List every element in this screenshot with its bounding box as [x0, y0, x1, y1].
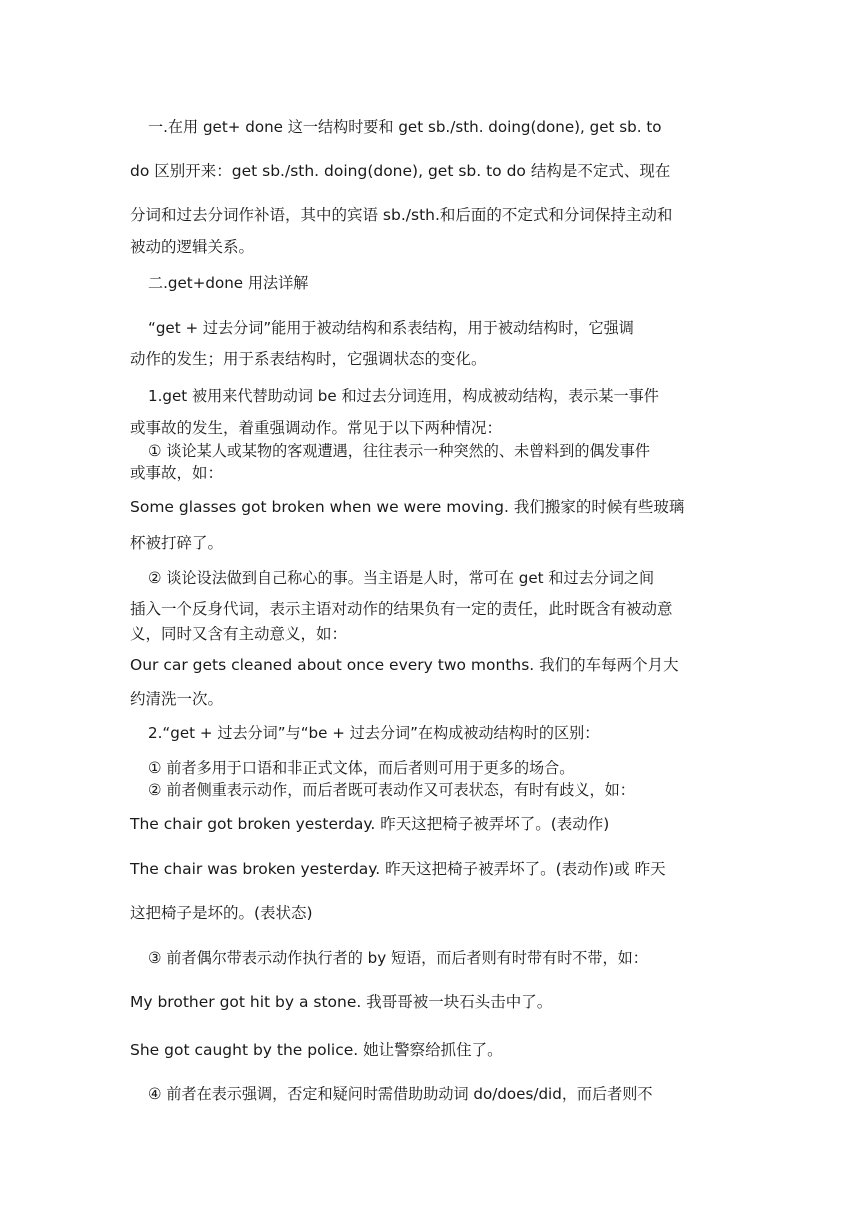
- example-sentence: Some glasses got broken when we were moving. 我们搬家的时候有些玻璃: [130, 498, 685, 516]
- example-sentence: The chair got broken yesterday. 昨天这把椅子被弄坏了。(表动作): [130, 815, 610, 833]
- section-heading: 二.get+done 用法详解: [148, 274, 309, 292]
- text-line: 一.在用 get+ done 这一结构时要和 get sb./sth. doing(done), get sb. to: [148, 118, 662, 136]
- text-line: 1.get 被用来代替助动词 be 和过去分词连用，构成被动结构，表示某一事件: [148, 387, 659, 405]
- section-heading: 2.“get + 过去分词”与“be + 过去分词”在构成被动结构时的区别：: [148, 724, 600, 742]
- text-line: ④ 前者在表示强调，否定和疑问时需借助助动词 do/does/did，而后者则不: [148, 1085, 653, 1103]
- example-sentence: Our car gets cleaned about once every two months. 我们的车每两个月大: [130, 656, 679, 674]
- text-line: ① 谈论某人或某物的客观遭遇，往往表示一种突然的、未曾料到的偶发事件: [148, 442, 650, 460]
- text-line: 杯被打碎了。: [130, 534, 224, 552]
- text-line: 这把椅子是坏的。(表状态): [130, 904, 313, 922]
- text-line: ② 谈论设法做到自己称心的事。当主语是人时，常可在 get 和过去分词之间: [148, 569, 655, 587]
- text-line: 约清洗一次。: [130, 690, 224, 708]
- example-sentence: She got caught by the police. 她让警察给抓住了。: [130, 1041, 503, 1059]
- text-line: 被动的逻辑关系。: [130, 238, 255, 256]
- text-line: 义，同时又含有主动意义，如：: [130, 625, 348, 643]
- text-line: ③ 前者偶尔带表示动作执行者的 by 短语，而后者则有时带有时不带，如：: [148, 949, 648, 967]
- text-line: do 区别开来：get sb./sth. doing(done), get sb. to do 结构是不定式、现在: [130, 162, 671, 180]
- text-line: 动作的发生；用于系表结构时，它强调状态的变化。: [130, 350, 487, 368]
- text-line: ② 前者侧重表示动作，而后者既可表动作又可表状态，有时有歧义，如：: [148, 781, 635, 799]
- example-sentence: My brother got hit by a stone. 我哥哥被一块石头击中了。: [130, 993, 553, 1011]
- text-line: “get + 过去分词”能用于被动结构和系表结构，用于被动结构时，它强调: [148, 319, 634, 337]
- text-line: 插入一个反身代词，表示主语对动作的结果负有一定的责任，此时既含有被动意: [130, 600, 673, 618]
- text-line: 或事故的发生，着重强调动作。常见于以下两种情况：: [130, 419, 503, 437]
- text-line: 或事故，如：: [130, 464, 224, 482]
- text-line: 分词和过去分词作补语，其中的宾语 sb./sth.和后面的不定式和分词保持主动和: [130, 206, 673, 224]
- text-line: ① 前者多用于口语和非正式文体，而后者则可用于更多的场合。: [148, 759, 575, 777]
- example-sentence: The chair was broken yesterday. 昨天这把椅子被弄坏了。(表动作)或 昨天: [130, 860, 666, 878]
